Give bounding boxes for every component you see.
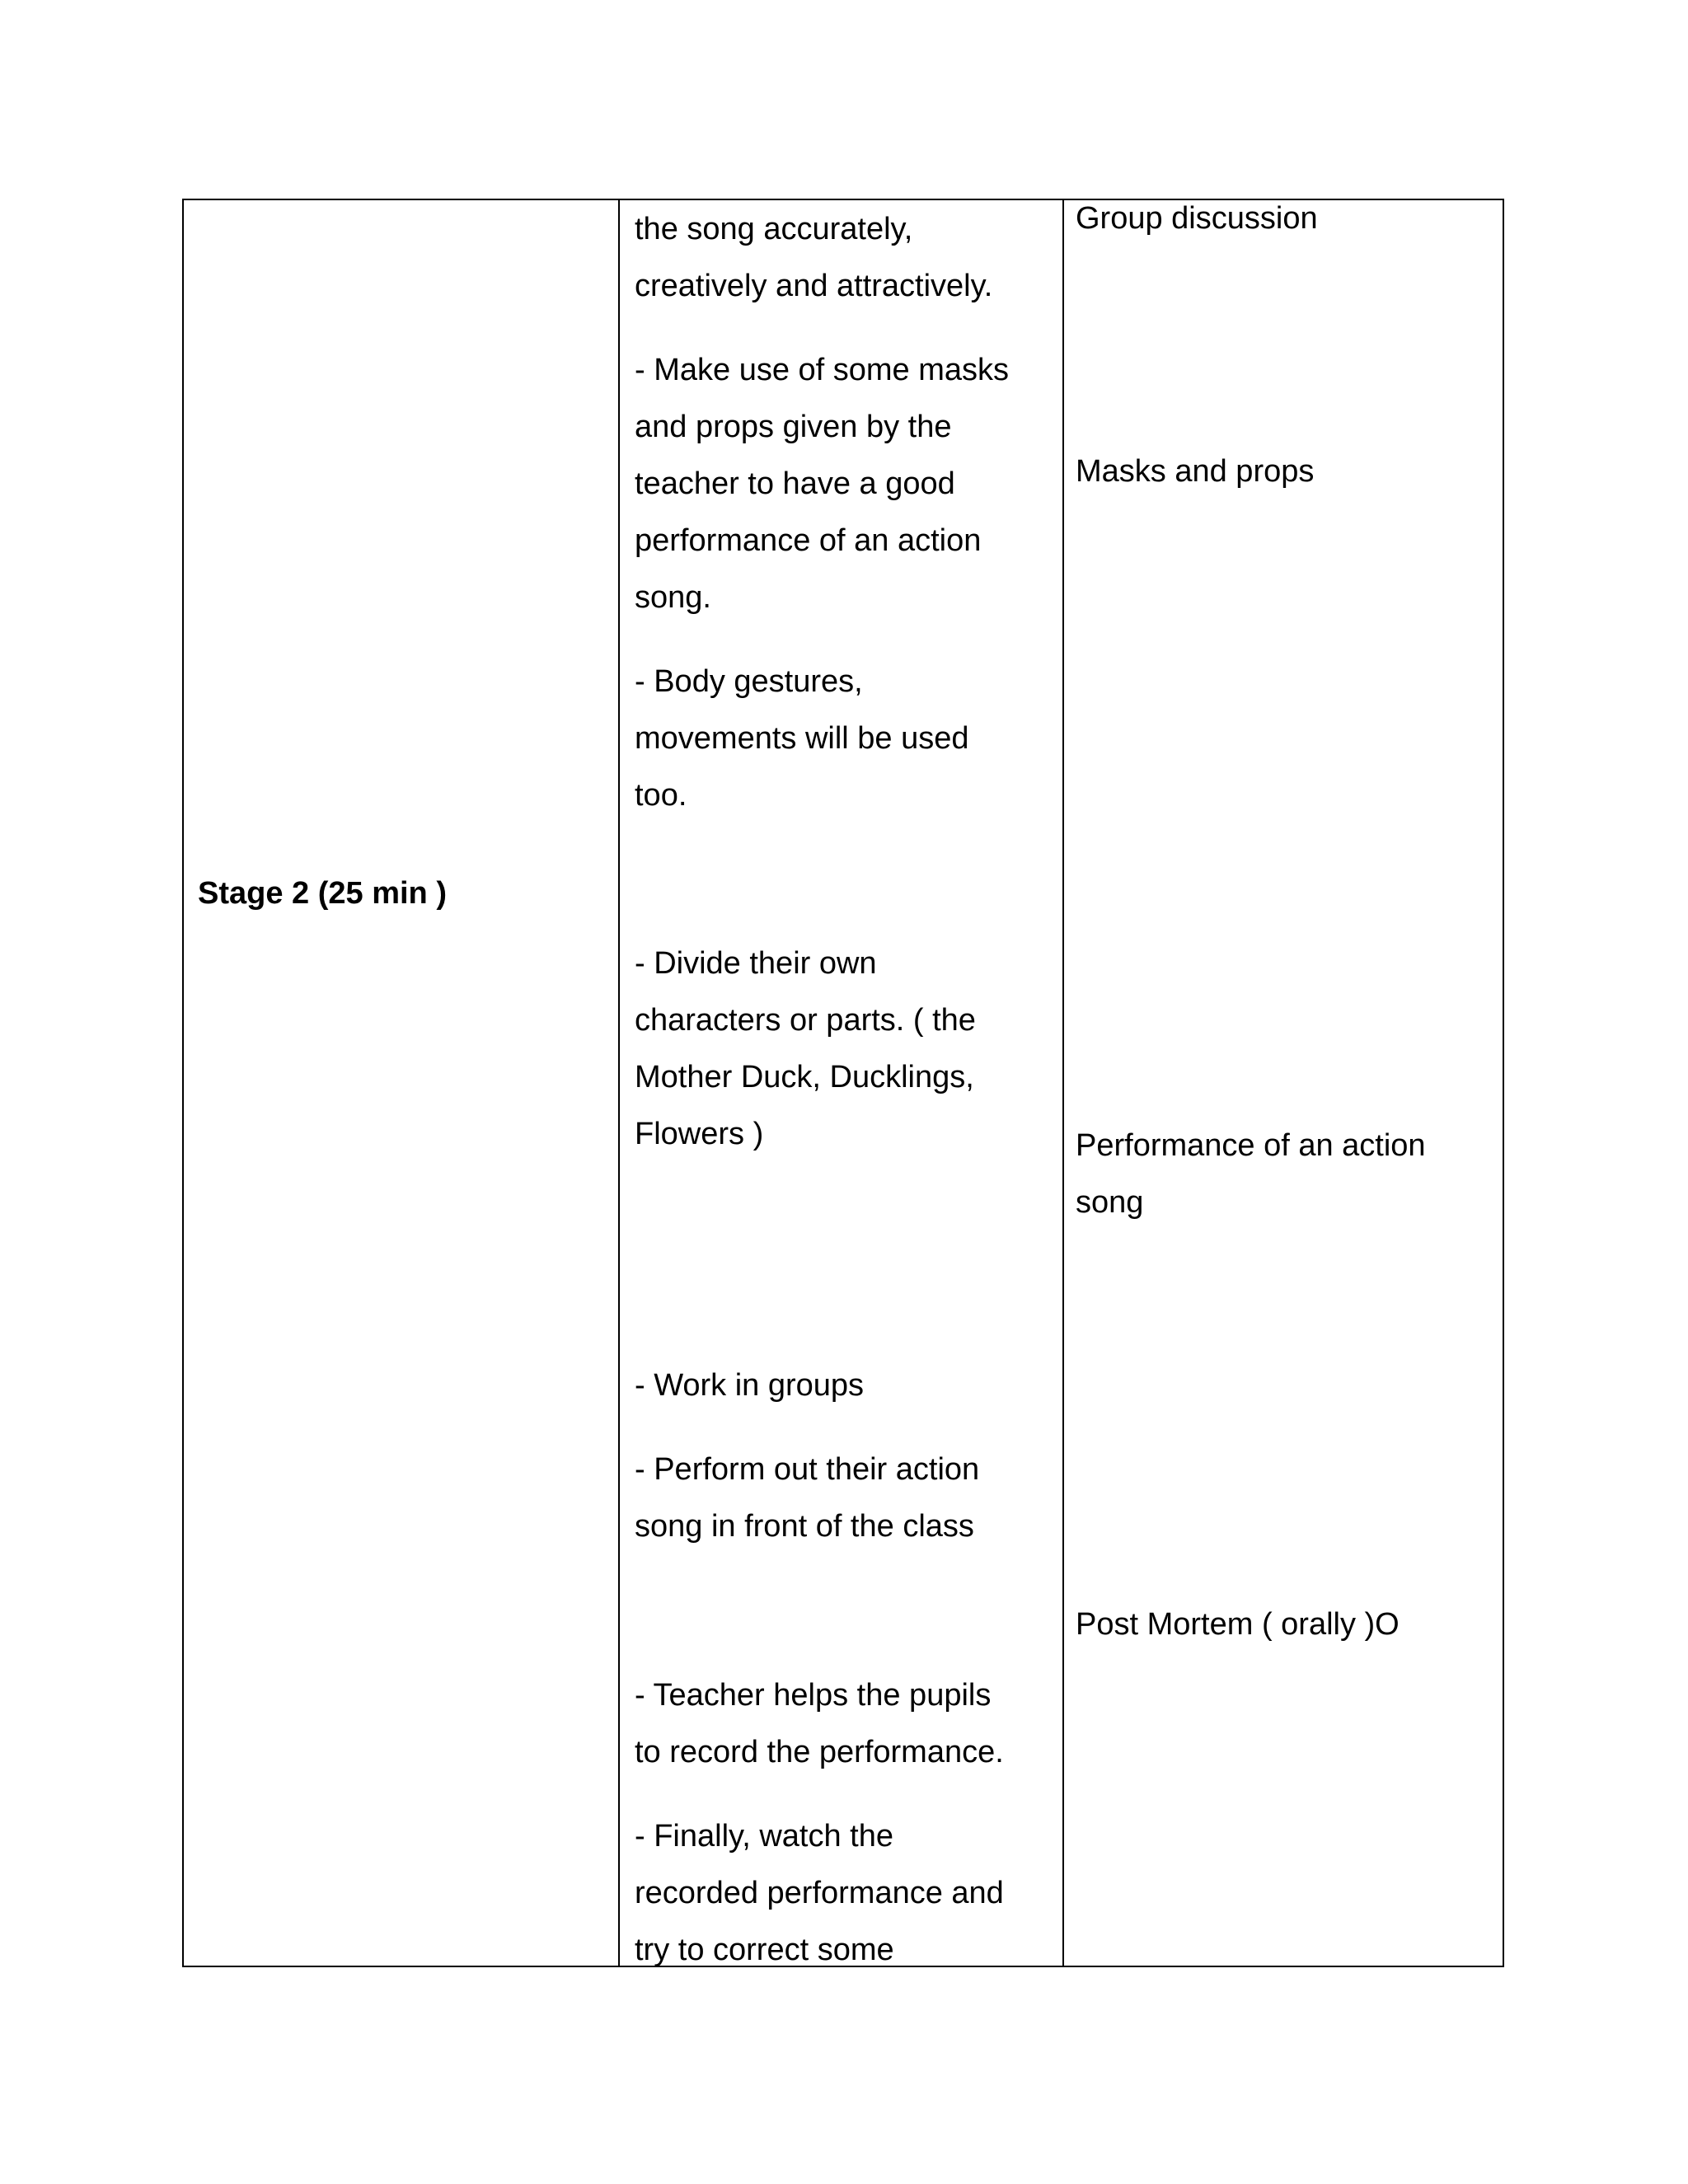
activity-line: Flowers )	[635, 1117, 764, 1151]
activity-line: - Make use of some masks	[635, 353, 1010, 387]
activity-line: - Teacher helps the pupils	[635, 1678, 992, 1713]
activity-line: too.	[635, 778, 687, 813]
note-line: Masks and props	[1076, 454, 1315, 489]
activity-line: creatively and attractively.	[635, 269, 993, 303]
activity-line: teacher to have a good	[635, 466, 955, 501]
activity-line: try to correct some	[635, 1933, 894, 1966]
activity-line: Mother Duck, Ducklings,	[635, 1060, 974, 1094]
activity-line: movements will be used	[635, 721, 969, 756]
stage-label: Stage 2 (25 min )	[198, 876, 447, 911]
activity-line: the song accurately,	[635, 212, 913, 246]
activity-line: recorded performance and	[635, 1876, 1004, 1910]
activity-line: and props given by the	[635, 410, 952, 444]
note-line: Post Mortem ( orally )O	[1076, 1607, 1400, 1642]
activity-line: - Work in groups	[635, 1368, 865, 1403]
activity-line: - Perform out their action	[635, 1452, 980, 1487]
activity-line: characters or parts. ( the	[635, 1003, 976, 1038]
activities-column	[620, 200, 1062, 1966]
activity-line: - Divide their own	[635, 946, 877, 981]
column-divider	[1062, 199, 1064, 1967]
activity-line: to record the performance.	[635, 1735, 1004, 1769]
activity-line: song.	[635, 580, 711, 615]
note-line: Group discussion	[1076, 201, 1318, 236]
note-line: song	[1076, 1185, 1144, 1220]
note-line: Performance of an action	[1076, 1128, 1426, 1163]
activity-line: - Finally, watch the	[635, 1819, 893, 1854]
activity-line: - Body gestures,	[635, 664, 863, 699]
activity-line: song in front of the class	[635, 1509, 974, 1544]
activity-line: performance of an action	[635, 523, 982, 558]
